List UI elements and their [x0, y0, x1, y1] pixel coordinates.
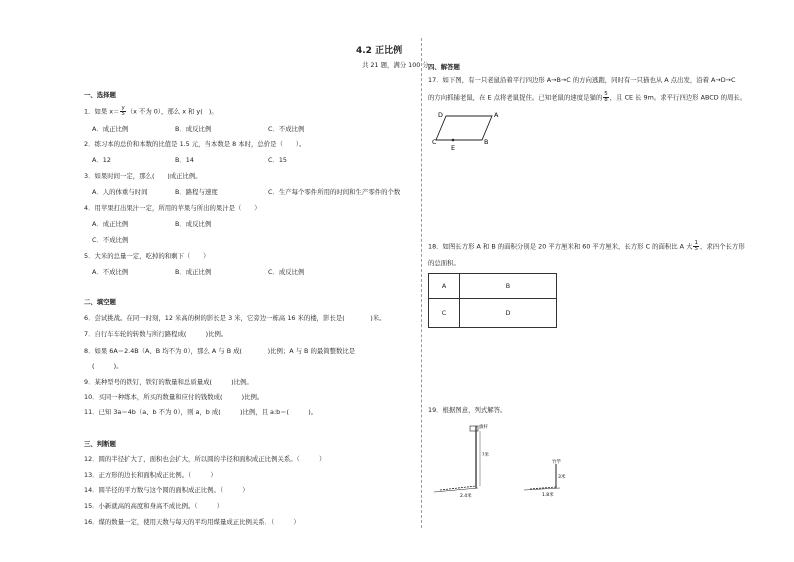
question-12: 12．圆的半径扩大了，面积也会扩大，所以圆的半径和面积成正比例关系。（ ） — [84, 455, 326, 463]
question-2: 2．练习本的总价和本数的比值是 1.5 元，当本数是 8 本时，总价是（ ）。 — [84, 140, 306, 148]
section-choice-heading: 一、选择题 — [84, 91, 116, 99]
question-18-line2: 的总面积。 — [428, 259, 460, 267]
page-title: 4.2 正比例 — [356, 46, 403, 56]
question-8-line1: 8．如果 6A＝2.4B（A、B 均不为 0），那么 A 与 B 成( )比例；A 与 B 的最简整数比是 — [84, 347, 356, 355]
shadow2-label: 1.8米 — [542, 493, 554, 498]
flagpole-height-label: ?米 — [482, 453, 489, 458]
flag-shape — [470, 426, 478, 431]
shadow-line-1 — [440, 486, 476, 490]
q18-text-b: ，求四个长方形 — [699, 242, 745, 251]
question-9: 9．某种型号的铁钉，铁钉的数量和总质量成( )比例。 — [84, 378, 253, 386]
q1-frac-den: 5 — [121, 111, 125, 117]
question-17-line2 — [428, 92, 746, 103]
page-subtitle: 共 21 题，满分 100 分 — [362, 61, 429, 69]
question-7: 7．自行车车轮的转数与所行路程成( )比例。 — [84, 330, 228, 338]
q3-option-c: C．生产每个零件所用的时间和生产零件的个数 — [268, 188, 401, 196]
q2-option-b: B．14 — [175, 156, 194, 164]
q1-text-b: （x 不为 0），那么 x 和 y( — [126, 107, 203, 116]
question-11: 11．已知 3a＝4b（a、b 不为 0），则 a，b 成( )比例，且 a:b＝( )。 — [84, 408, 318, 416]
question-6: 6．尝试挑战。在同一时刻，12 米高的树的影长是 3 米，它旁边一栋高 16 米的楼，影长是( )米。 — [84, 314, 386, 322]
question-14: 14．圆半径的平方数与这个圆的面积成正比例。（ ） — [84, 486, 249, 494]
q1-fraction — [120, 106, 125, 117]
q17-fraction — [603, 92, 609, 103]
q4-option-b: B．成反比例 — [175, 220, 212, 228]
q5-option-a: A．不成比例 — [92, 268, 129, 276]
label-b: B — [484, 138, 489, 146]
cell-c: C — [429, 299, 460, 328]
q18-frac-den: 5 — [694, 246, 698, 252]
pole-label: 竹竿 — [552, 460, 561, 465]
question-5: 5．大米的总量一定，吃掉的和剩下（ ） — [84, 252, 210, 260]
question-3: 3．如果时间一定，那么( )成正比例。 — [84, 172, 202, 180]
q17-text-c: ，且 CE 长 9m。求平行四边形 ABCD 的周长。 — [609, 93, 747, 102]
question-15: 15．小新就高的高度和身高不成比例。（ ） — [84, 502, 224, 510]
question-4: 4．用苹果打出果汁一定，所用的苹果与所出的果汁是（ ） — [84, 204, 261, 212]
rectangle-grid — [428, 273, 557, 328]
q2-option-c: C．15 — [268, 156, 287, 164]
q17-frac-den: 8 — [604, 97, 608, 103]
section-fill-heading: 二、填空题 — [84, 298, 116, 306]
q5-option-b: B．成正比例 — [175, 268, 212, 276]
label-c: C — [432, 138, 437, 146]
label-a: A — [494, 111, 499, 119]
cell-b: B — [460, 274, 557, 299]
cell-a: A — [429, 274, 460, 299]
question-1 — [84, 106, 218, 117]
q3-option-a: A．人的体重与时间 — [92, 188, 148, 196]
q2-option-a: A．12 — [92, 156, 111, 164]
section-judge-heading: 三、判断题 — [84, 440, 116, 448]
q1-frac-num: y — [121, 105, 125, 111]
q18-frac-num: 1 — [694, 240, 698, 246]
q18-fraction — [693, 241, 699, 252]
q5-option-c: C．成反比例 — [268, 268, 305, 276]
shadow1-label: 2.4米 — [460, 494, 472, 499]
flagpole-label: 旗杆 — [479, 425, 488, 430]
point-e — [452, 139, 455, 142]
q1-option-a: A．成正比例 — [92, 125, 129, 133]
pole-height-label: 3米 — [558, 475, 566, 480]
q17-frac-num: 5 — [604, 91, 608, 97]
q1-option-b: B．成反比例 — [175, 125, 212, 133]
question-16: 16．煤的数量一定，使用天数与每天的平均用煤量成正比例关系．（ ） — [84, 518, 300, 526]
label-e: E — [451, 144, 456, 152]
q3-option-b: B．路程与速度 — [175, 188, 218, 196]
question-17-line1: 17．如下图，有一只老鼠沿着平行四边形 A→B→C 的方向逃跑，同时有一只猫也从 A 点出发，沿着 A→D→C — [428, 76, 736, 84]
question-8-line2: ( )。 — [92, 362, 123, 370]
q1-option-c: C．不成比例 — [268, 125, 305, 133]
question-13: 13．正方形的边长和面积成正比例。（ ） — [84, 471, 217, 479]
q1-text-a: 1．如果 x＝ — [84, 107, 120, 116]
question-18-line1 — [428, 241, 745, 252]
label-d: D — [438, 111, 443, 119]
q17-text-b: 的方向抓捕老鼠，在 E 点将老鼠捉住。已知老鼠的速度是猫的 — [428, 93, 603, 102]
q1-text-c: )。 — [208, 107, 218, 116]
section-solve-heading: 四、解答题 — [428, 63, 460, 71]
q4-option-a: A．成正比例 — [92, 220, 129, 228]
question-19: 19．根据图意，列式解答。 — [428, 406, 507, 414]
parallelogram-shape — [436, 116, 492, 140]
question-10: 10．买同一种练本，所买的数量和应付的钱数成( )比例。 — [84, 393, 264, 401]
parallelogram-figure — [432, 106, 512, 154]
column-divider — [421, 38, 422, 528]
flagpole-figure — [430, 418, 580, 500]
cell-d: D — [460, 299, 557, 328]
q4-option-c: C．不成比例 — [92, 236, 129, 244]
q18-text-a: 18．如图长方形 A 和 B 的面积分别是 20 平方厘米和 60 平方厘米，长方形 C 的面积比 A 大 — [428, 242, 693, 251]
